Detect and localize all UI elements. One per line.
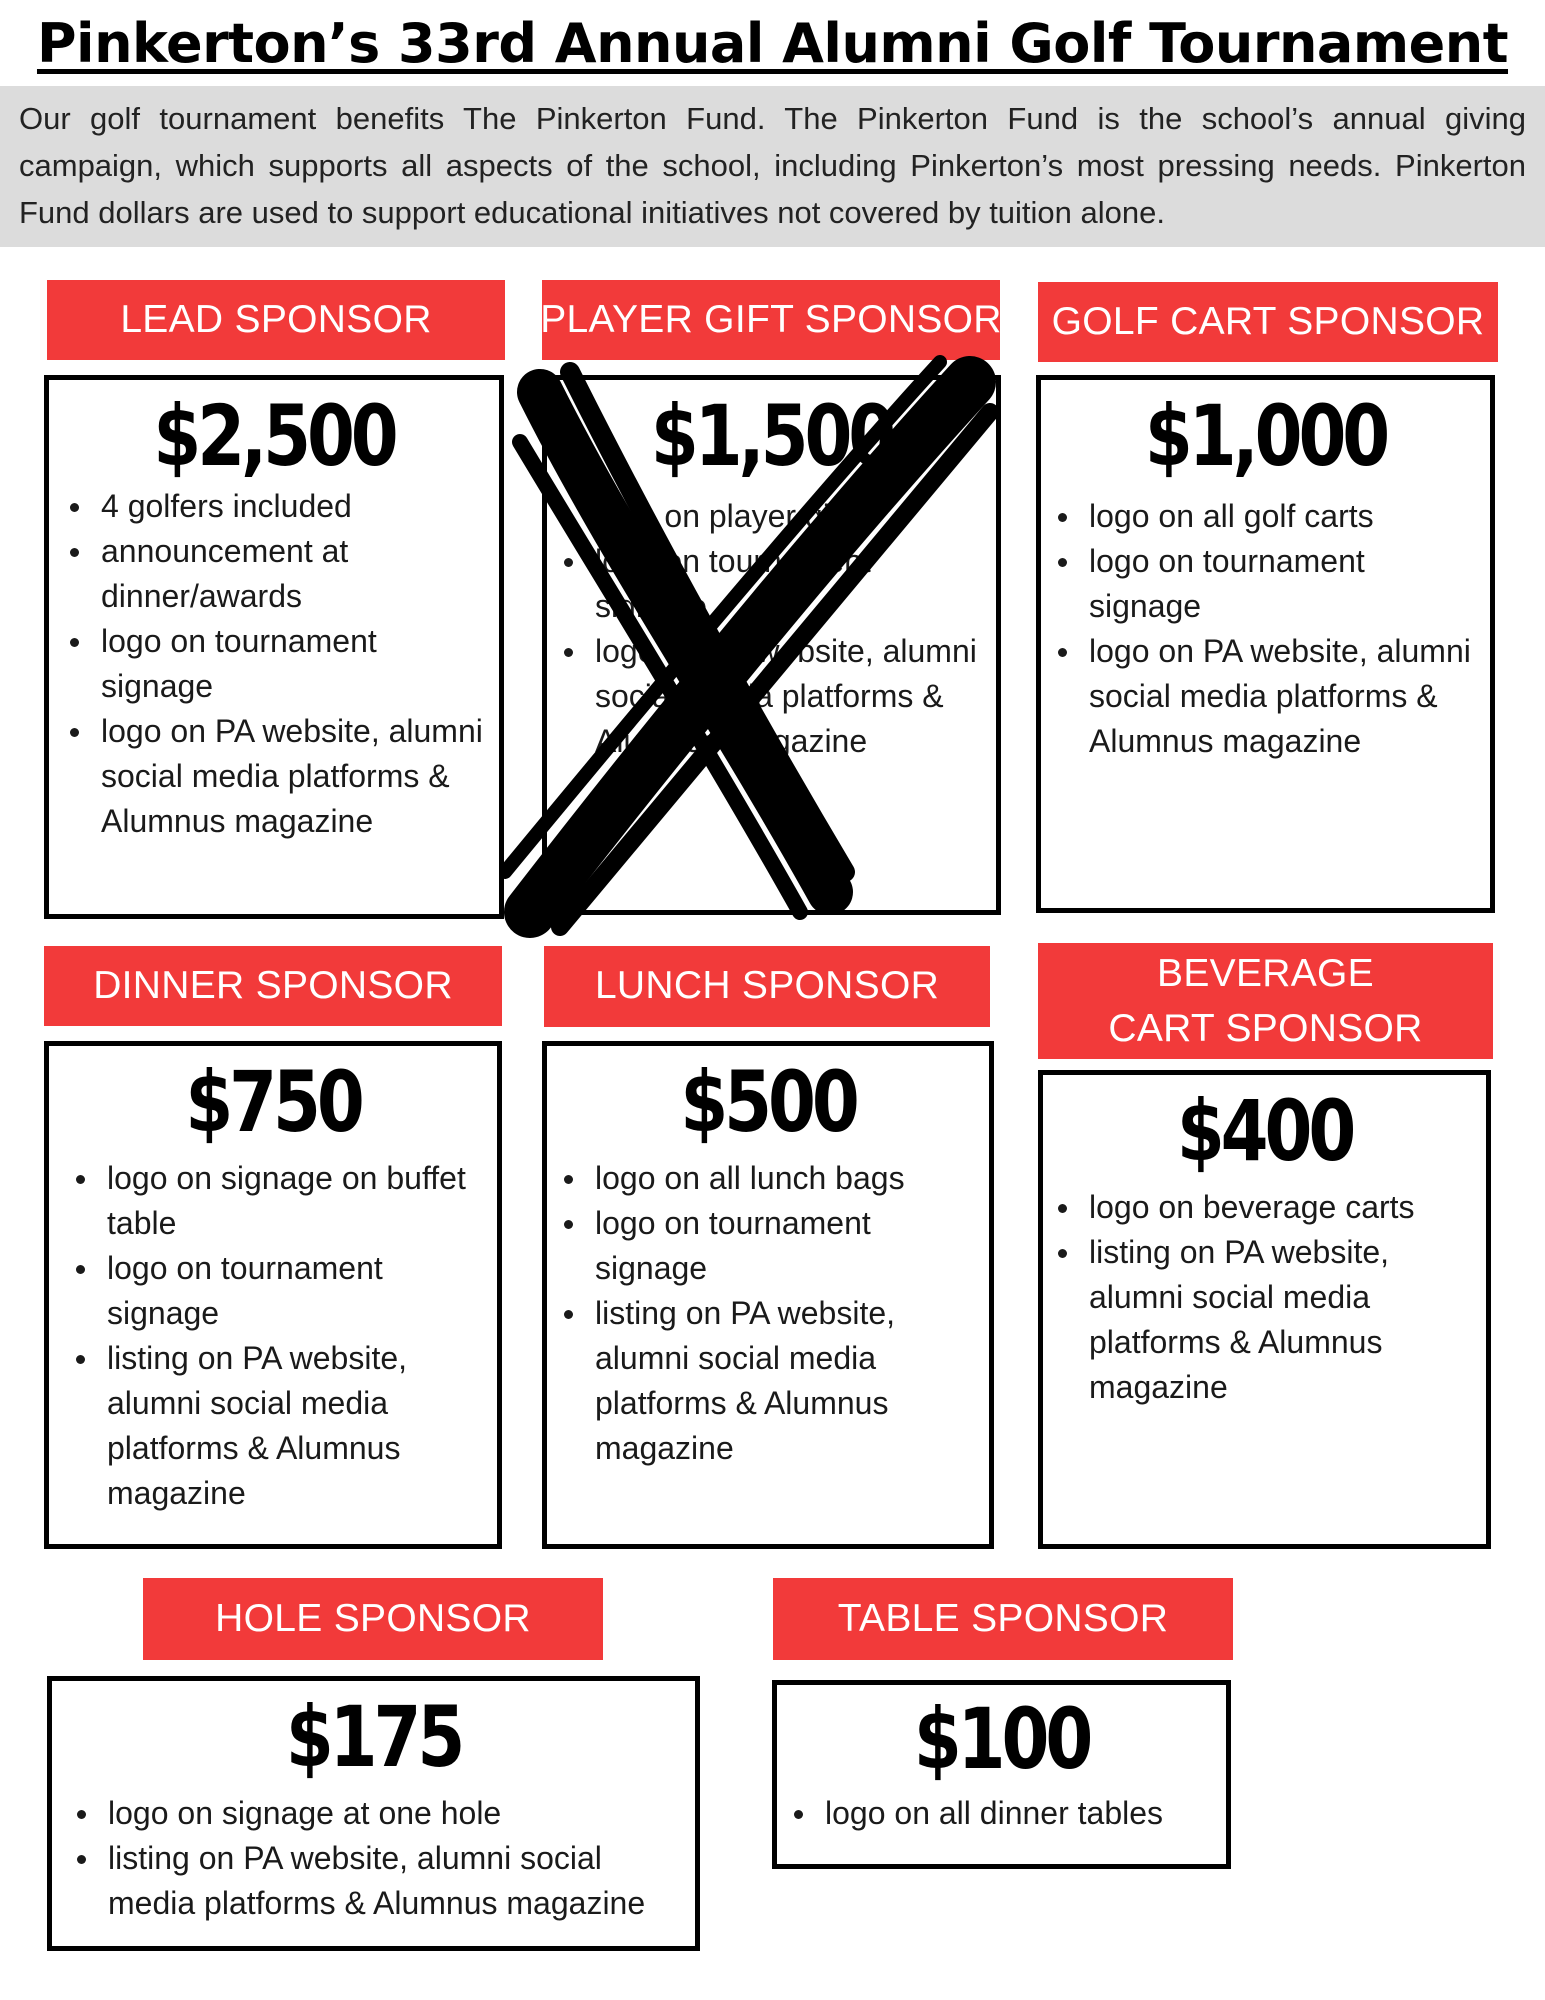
list-item: logo on all golf carts: [1045, 494, 1484, 539]
list-item: logo on tournament signage: [551, 539, 990, 629]
list-item: logo on PA website, alumni social media platforms & Alumnus magazine: [57, 709, 493, 844]
lunch-sponsor-benefits: [547, 1156, 989, 1471]
hole-sponsor-benefits: [52, 1791, 695, 1926]
list-item: 4 golfers included: [57, 484, 493, 529]
lead-sponsor-benefits: [49, 484, 499, 844]
list-item: logo on beverage carts: [1045, 1185, 1480, 1230]
list-item: listing on PA website, alumni social media platforms & Alumnus magazine: [551, 1291, 983, 1471]
list-item: logo on signage on buffet table: [63, 1156, 491, 1246]
list-item: logo on all dinner tables: [781, 1791, 1220, 1836]
beverage-cart-sponsor-label: BEVERAGE CART SPONSOR: [1038, 943, 1493, 1059]
lead-sponsor-card: [44, 375, 504, 919]
player-gift-sponsor-price: $1,500: [650, 387, 893, 485]
list-item: logo on PA website, alumni social media platforms & Alumnus magazine: [1045, 629, 1484, 764]
list-item: announcement at dinner/awards: [57, 529, 493, 619]
player-gift-sponsor-card: [542, 375, 1001, 915]
list-item: logo on all lunch bags: [551, 1156, 983, 1201]
beverage-cart-sponsor-price: $400: [1176, 1082, 1353, 1180]
page-title: Pinkerton’s 33rd Annual Alumni Golf Tournament: [36, 12, 1509, 75]
golf-cart-sponsor-price: $1,000: [1144, 387, 1387, 485]
list-item: logo on tournament signage: [551, 1201, 983, 1291]
hole-sponsor-label: HOLE SPONSOR: [143, 1578, 603, 1660]
player-gift-sponsor-benefits: [547, 494, 996, 764]
hole-sponsor-price: $175: [285, 1688, 462, 1786]
list-item: logo on tournament signage: [1045, 539, 1484, 629]
list-item: logo on tournament signage: [63, 1246, 491, 1336]
lunch-sponsor-card: [542, 1041, 994, 1549]
lead-sponsor-label: LEAD SPONSOR: [47, 280, 505, 360]
beverage-cart-sponsor-benefits: [1043, 1185, 1486, 1410]
list-item: listing on PA website, alumni social media platforms & Alumnus magazine: [63, 1336, 491, 1516]
golf-cart-sponsor-benefits: [1041, 494, 1490, 764]
dinner-sponsor-card: [44, 1041, 502, 1549]
list-item: listing on PA website, alumni social media platforms & Alumnus magazine: [1045, 1230, 1480, 1410]
lunch-sponsor-label: LUNCH SPONSOR: [544, 946, 990, 1027]
table-sponsor-label: TABLE SPONSOR: [773, 1578, 1233, 1660]
table-sponsor-price: $100: [913, 1690, 1090, 1788]
lunch-sponsor-price: $500: [680, 1053, 856, 1151]
table-sponsor-card: [772, 1680, 1231, 1869]
dinner-sponsor-benefits: [49, 1156, 497, 1516]
list-item: listing on PA website, alumni social media platforms & Alumnus magazine: [64, 1836, 689, 1926]
player-gift-sponsor-label: PLAYER GIFT SPONSOR: [542, 280, 1000, 360]
dinner-sponsor-label: DINNER SPONSOR: [44, 946, 502, 1026]
intro-paragraph: Our golf tournament benefits The Pinkerton Fund. The Pinkerton Fund is the school’s annual giving campaign, which supports all aspects of the school, including Pinkerton’s most pressing needs. Pinkerton Fund dollars are used to support educational initiatives not covered by tuition alone.: [0, 86, 1545, 247]
beverage-cart-sponsor-card: [1038, 1070, 1491, 1549]
dinner-sponsor-price: $750: [185, 1053, 361, 1151]
list-item: logo on player gift: [551, 494, 990, 539]
golf-cart-sponsor-label: GOLF CART SPONSOR: [1038, 282, 1498, 362]
list-item: logo on tournament signage: [57, 619, 493, 709]
lead-sponsor-price: $2,500: [153, 387, 395, 485]
golf-cart-sponsor-card: [1036, 375, 1495, 913]
list-item: logo on signage at one hole: [64, 1791, 689, 1836]
table-sponsor-benefits: [777, 1791, 1226, 1836]
list-item: logo on PA website, alumni social media platforms & Alumnus magazine: [551, 629, 990, 764]
hole-sponsor-card: [47, 1676, 700, 1951]
